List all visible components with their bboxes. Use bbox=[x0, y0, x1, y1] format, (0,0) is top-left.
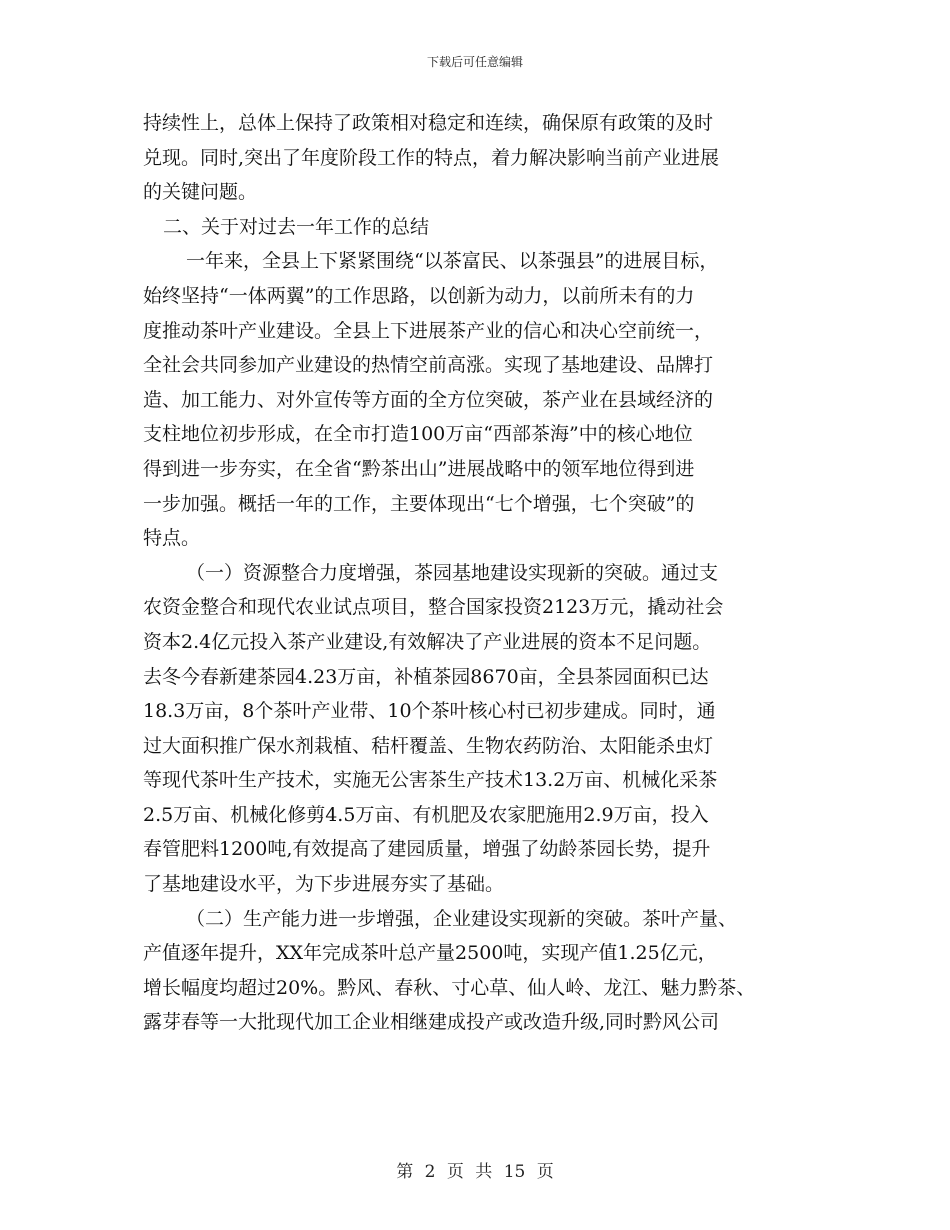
text-line: 等现代茶叶生产技术，实施无公害茶生产技术13.2万亩、机械化采茶 bbox=[143, 769, 718, 792]
document-body bbox=[143, 106, 813, 1040]
text-line: 造、加工能力、对外宣传等方面的全方位突破，茶产业在县域经济的 bbox=[143, 388, 714, 411]
text-line: 农资金整合和现代农业试点项目，整合国家投资2123万元，撬动社会 bbox=[143, 596, 724, 619]
text-line: 增长幅度均超过20%。黔风、春秋、寸心草、仙人岭、龙江、魅力黔茶、 bbox=[143, 976, 756, 999]
text-line: 始终坚持“一体两翼”的工作思路，以创新为动力，以前所未有的力 bbox=[143, 284, 695, 307]
text-line: 持续性上，总体上保持了政策相对稳定和连续，确保原有政策的及时 bbox=[143, 112, 714, 134]
text-line: 春管肥料1200吨,有效提高了建园质量，增强了幼龄茶园长势，提升 bbox=[143, 838, 711, 861]
text-line: 了基地建设水平，为下步进展夯实了基础。 bbox=[143, 873, 505, 896]
text-line: 得到进一步夯实，在全省“黔茶出山”进展战略中的领军地位得到进 bbox=[143, 457, 695, 480]
text-line: 18.3万亩，8个茶叶产业带、10个茶叶核心村已初步建成。同时，通 bbox=[143, 700, 716, 723]
text-line: 特点。 bbox=[143, 527, 201, 550]
text-line: 兑现。同时,突出了年度阶段工作的特点，着力解决影响当前产业进展 bbox=[143, 146, 720, 169]
page-header: 下载后可任意编辑 bbox=[426, 55, 523, 69]
text-line: 去冬今春新建茶园4.23万亩，补植茶园8670亩，全县茶园面积已达 bbox=[143, 665, 709, 688]
text-line: 资本2.4亿元投入茶产业建设,有效解决了产业进展的资本不足问题。 bbox=[143, 630, 712, 653]
paragraph-start: 一年来，全县上下紧紧围绕“以茶富民、以茶强县”的进展目标， bbox=[186, 250, 719, 273]
text-line: 支柱地位初步形成，在全市打造100万亩“西部茶海”中的核心地位 bbox=[143, 423, 693, 446]
subsection-heading: （一）资源整合力度增强，茶园基地建设实现新的突破。通过支 bbox=[186, 561, 719, 584]
text-line: 一步加强。概括一年的工作，主要体现出“七个增强，七个突破”的 bbox=[143, 492, 695, 515]
text-line: 过大面积推广保水剂栽植、秸杆覆盖、生物农药防治、太阳能杀虫灯 bbox=[143, 734, 714, 757]
page-number: 第 2 页 共 15 页 bbox=[396, 1162, 554, 1182]
text-line: 的关键问题。 bbox=[143, 181, 258, 204]
text-line: 2.5万亩、机械化修剪4.5万亩、有机肥及农家肥施用2.9万亩，投入 bbox=[143, 803, 709, 826]
subsection-heading: （二）生产能力进一步增强，企业建设实现新的突破。茶叶产量、 bbox=[186, 907, 738, 930]
text-line: 度推动茶叶产业建设。全县上下进展茶产业的信心和决心空前统一， bbox=[143, 319, 714, 342]
text-line: 产值逐年提升，XX年完成茶叶总产量2500吨，实现产值1.25亿元， bbox=[143, 942, 717, 965]
text-line: 全社会共同参加产业建设的热情空前高涨。实现了基地建设、品牌打 bbox=[143, 354, 714, 377]
text-line: 露芽春等一大批现代加工企业相继建成投产或改造升级,同时黔风公司 bbox=[143, 1011, 720, 1034]
section-heading: 二、关于对过去一年工作的总结 bbox=[163, 215, 430, 238]
